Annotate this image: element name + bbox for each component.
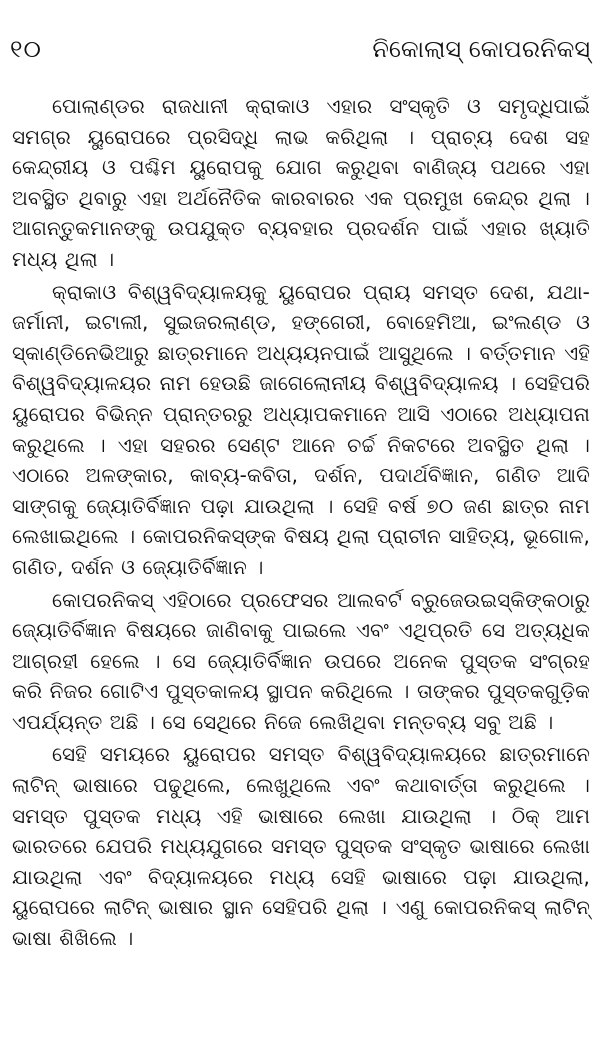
page-body xyxy=(12,91,590,954)
paragraph-latin-language: ସେହି ସମୟରେ ୟୁରୋପର ସମସ୍ତ ବିଶ୍ୱବିଦ୍ୟାଳୟରେ ଛାତ୍ରମାନେ ଲାଟିନ୍ ଭାଷାରେ ପଢୁଥିଲେ, ଲେଖୁଥିଲେ ଏବଂ କଥାବାର୍ତ୍ତା କରୁଥିଲେ । ସମସ୍ତ ପୁସ୍ତକ ମଧ୍ୟ ଏହି ଭାଷାରେ ଲେଖା ଯାଉଥିଲା । ଠିକ୍ ଆମ ଭାରତରେ ଯେପରି ମଧ୍ୟଯୁଗରେ ସମସ୍ତ ପୁସ୍ତକ ସଂସ୍କୃତ ଭାଷାରେ ଲେଖା ଯାଉଥିଲା ଏବଂ ବିଦ୍ୟାଳୟରେ ମଧ୍ୟ ସେହି ଭାଷାରେ ପଢ଼ା ଯାଉଥିଲା, ୟୁରୋପରେ ଲାଟିନ୍ ଭାଷାର ସ୍ଥାନ ସେହିପରି ଥିଲା । ଏଣୁ କୋପରନିକସ୍ ଲାଟିନ୍ ଭାଷା ଶିଖିଲେ । xyxy=(12,742,590,951)
paragraph-krakow-university: କ୍ରାକାଓ ବିଶ୍ୱବିଦ୍ୟାଳୟକୁ ୟୁରୋପର ପ୍ରାୟ ସମସ୍ତ ଦେଶ, ଯଥା- ଜର୍ମାନୀ, ଇଟାଲୀ, ସୁଇଜରଲାଣ୍ଡ, ହଙ୍ଗେରୀ, ବୋହେମିଆ, ଇଂଲଣ୍ଡ ଓ ସ୍କାଣ୍ଡିନେଭିଆରୁ ଛାତ୍ରମାନେ ଅଧ୍ୟୟନପାଇଁ ଆସୁଥିଲେ । ବର୍ତ୍ତମାନ ଏହି ବିଶ୍ୱବିଦ୍ୟାଳୟର ନାମ ହେଉଛି ଜାଗେଲୋନୀୟ ବିଶ୍ୱବିଦ୍ୟାଳୟ । ସେହିପରି ୟୁରୋପର ବିଭିନ୍ନ ପ୍ରାନ୍ତରରୁ ଅଧ୍ୟାପକମାନେ ଆସି ଏଠାରେ ଅଧ୍ୟାପନା କରୁଥିଲେ । ଏହା ସହରର ସେଣ୍ଟ ଆନେ ଚର୍ଚ୍ଚ ନିକଟରେ ଅବସ୍ଥିତ ଥିଲା । ଏଠାରେ ଅଳଙ୍କାର, କାବ୍ୟ-କବିତା, ଦର୍ଶନ, ପଦାର୍ଥବିଜ୍ଞାନ, ଗଣିତ ଆଦି ସାଙ୍ଗକୁ ଜ୍ୟୋତିର୍ବିଜ୍ଞାନ ପଢ଼ା ଯାଉଥିଲା । ସେହି ବର୍ଷ ୭୦ ଜଣ ଛାତ୍ର ନାମ ଲେଖାଇଥିଲେ । କୋପରନିକସ୍‌ଙ୍କ ବିଷୟ ଥିଲା ପ୍ରାଚୀନ ସାହିତ୍ୟ, ଭୂଗୋଳ, ଗଣିତ, ଦର୍ଶନ ଓ ଜ୍ୟୋତିର୍ବିଜ୍ଞାନ । xyxy=(12,279,590,579)
running-title: ନିକୋଲାସ୍ କୋପରନିକସ୍ xyxy=(372,35,590,63)
paragraph-krakow-city: ପୋଲାଣ୍ଡର ରାଜଧାନୀ କ୍ରାକାଓ ଏହାର ସଂସ୍କୃତି ଓ ସମୃଦ୍ଧିପାଇଁ ସମଗ୍ର ୟୁରୋପରେ ପ୍ରସିଦ୍ଧି ଲାଭ କରିଥିଲା । ପ୍ରାଚ୍ୟ ଦେଶ ସହ କେନ୍ଦ୍ରୀୟ ଓ ପଶ୍ଚିମ ୟୁରୋପକୁ ଯୋଗ କରୁଥିବା ବାଣିଜ୍ୟ ପଥରେ ଏହା ଅବସ୍ଥିତ ଥିବାରୁ ଏହା ଅର୍ଥନୈତିକ କାରବାରର ଏକ ପ୍ରମୁଖ କେନ୍ଦ୍ର ଥିଲା । ଆଗନ୍ତୁକମାନଙ୍କୁ ଉପଯୁକ୍ତ ବ୍ୟବହାର ପ୍ରଦର୍ଶନ ପାଇଁ ଏହାର ଖ୍ୟାତି ମଧ୍ୟ ଥିଲା । xyxy=(12,94,590,271)
page-number: ୧୦ xyxy=(10,35,42,63)
page-header xyxy=(10,28,590,70)
paragraph-astronomy-interest: କୋପରନିକସ୍ ଏହିଠାରେ ପ୍ରଫେସର ଆଲବର୍ଟ ବ୍ରୁଜେଉଇସ୍କିଙ୍କଠାରୁ ଜ୍ୟୋତିର୍ବିଜ୍ଞାନ ବିଷୟରେ ଜାଣିବାକୁ ପାଇଲେ ଏବଂ ଏଥିପ୍ରତି ସେ ଅତ୍ୟଧିକ ଆଗ୍ରହୀ ହେଲେ । ସେ ଜ୍ୟୋତିର୍ବିଜ୍ଞାନ ଉପରେ ଅନେକ ପୁସ୍ତକ ସଂଗ୍ରହ କରି ନିଜର ଗୋଟିଏ ପୁସ୍ତକାଳୟ ସ୍ଥାପନ କରିଥିଲେ । ତାଙ୍କର ପୁସ୍ତକଗୁଡ଼ିକ ଏପର୍ଯ୍ୟନ୍ତ ଅଛି । ସେ ସେଥିରେ ନିଜେ ଲେଖିଥିବା ମନ୍ତବ୍ୟ ସବୁ ଅଛି । xyxy=(12,587,590,734)
